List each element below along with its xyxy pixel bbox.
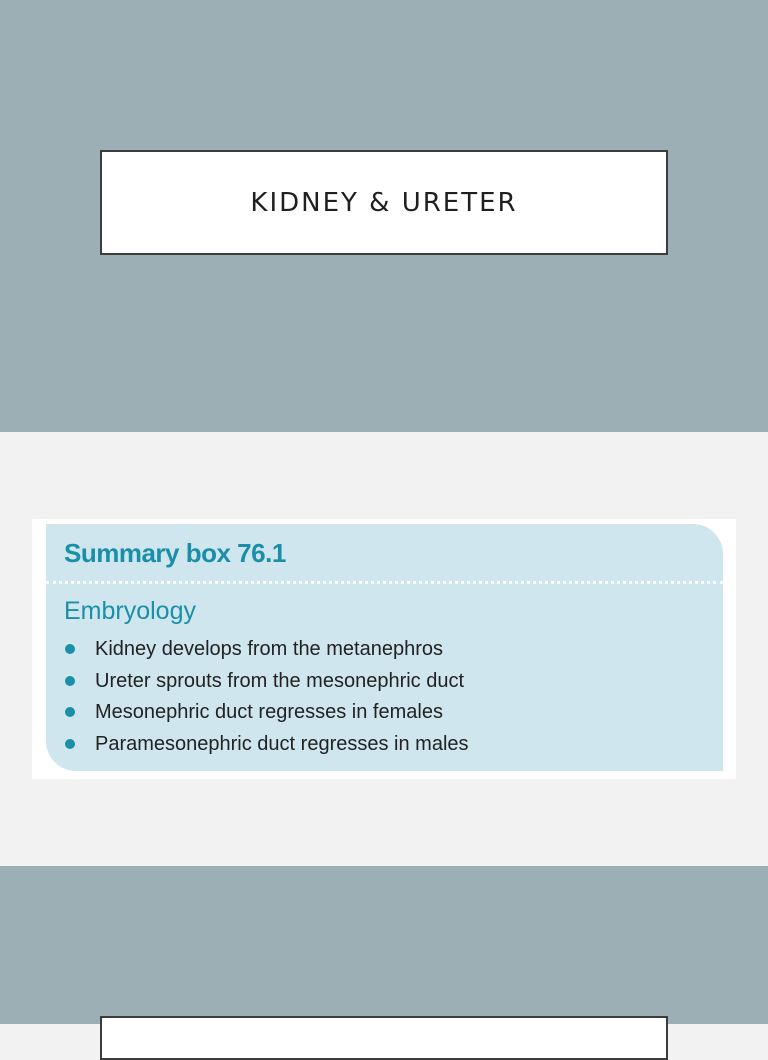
dotted-divider — [46, 581, 723, 584]
bullet-icon — [65, 644, 75, 654]
bullet-icon — [65, 676, 75, 686]
list-item — [64, 697, 469, 729]
list-item — [64, 729, 469, 761]
slide-title: KIDNEY & URETER — [250, 187, 518, 218]
bullet-icon — [65, 739, 75, 749]
summary-box-subheading: Embryology — [64, 597, 196, 625]
slide-title-box — [100, 150, 668, 255]
next-slide-background — [0, 866, 768, 1024]
next-slide-title-box — [100, 1016, 668, 1060]
bullet-icon — [65, 707, 75, 717]
list-item-text: Paramesonephric duct regresses in males — [95, 732, 469, 755]
summary-box-header: Summary box 76.1 — [64, 538, 286, 568]
list-item — [64, 634, 469, 666]
summary-box — [46, 524, 723, 771]
summary-list — [64, 634, 469, 760]
list-item-text: Mesonephric duct regresses in females — [95, 701, 443, 723]
list-item — [64, 666, 469, 698]
list-item-text: Ureter sprouts from the mesonephric duct — [95, 669, 465, 692]
list-item-text: Kidney develops from the metanephros — [95, 638, 443, 660]
